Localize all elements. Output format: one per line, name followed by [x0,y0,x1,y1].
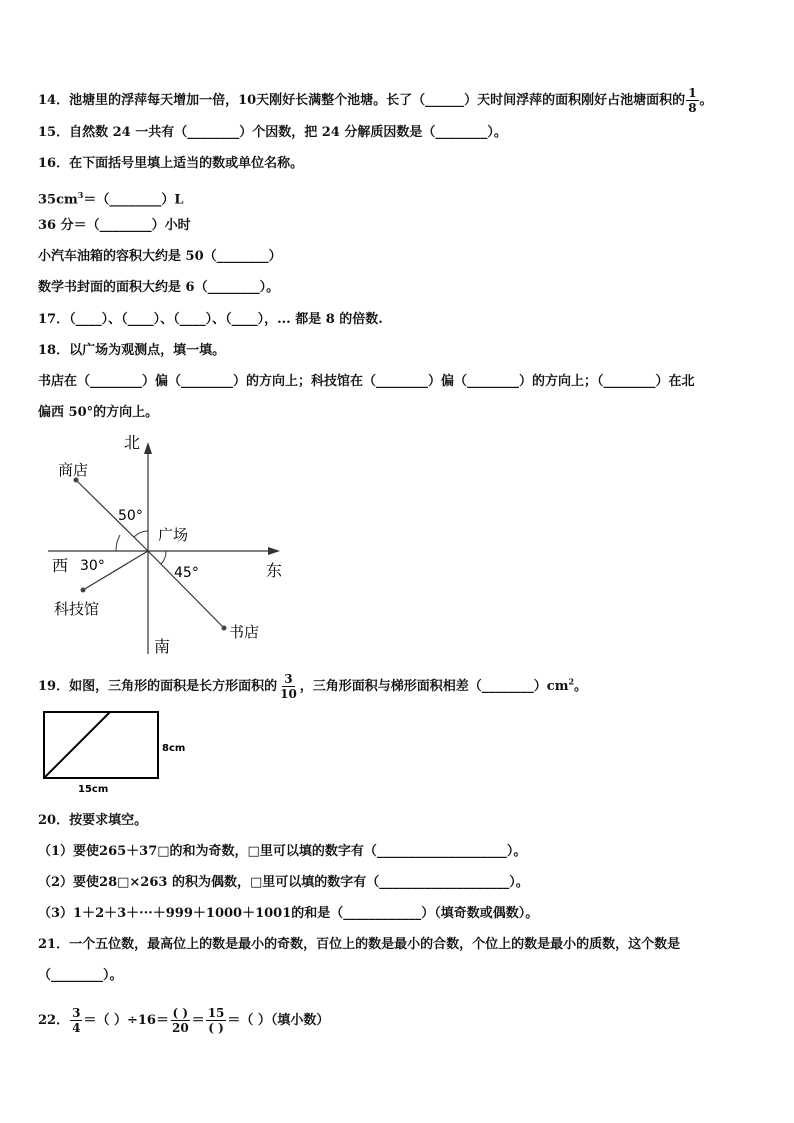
angle-label-45: 45° [174,565,199,581]
angle-label-30: 30° [80,558,105,574]
q19-frac-num: 3 [284,672,293,686]
store-label: 商店 [58,461,89,479]
question-20-part-1: （1）要使265＋37□的和为奇数，□里可以填的数字有（____________________）。 [38,844,527,859]
q14-text-end: 。 [699,93,713,108]
question-16-line-2: 36 分＝（________）小时 [38,218,191,233]
q22-fraction-2 [170,1006,191,1035]
q19-text-end: 。 [574,679,588,694]
q22-f2-den: 20 [171,1021,189,1035]
q22-f1-den: 4 [72,1021,81,1035]
angle-arc-45 [161,551,166,564]
height-label: 8cm [162,743,186,754]
question-14 [38,86,713,115]
q16-l1-rest: ＝（________）L [83,192,184,208]
west-label: 西 [52,556,69,575]
q19-text: 19．如图，三角形的面积是长方形面积的 [38,679,278,694]
south-label: 南 [154,637,171,656]
q14-fraction [686,86,698,115]
q22-mid: ＝（ ）÷16＝ [83,1013,169,1028]
book-point [222,626,227,631]
q22-f3-den: ( ) [208,1021,224,1035]
question-16-line-4: 数学书封面的面积大约是 6（________）。 [38,280,280,295]
direction-diagram [40,428,300,660]
tech-label: 科技馆 [54,600,100,618]
question-20-title: 20．按要求填空。 [38,813,148,828]
east-arrow-icon [268,547,280,555]
q22-eq: ＝ [191,1013,205,1028]
rectangle-diagram [40,706,200,798]
q22-fraction-1 [70,1006,82,1035]
question-16-line-3: 小汽车油箱的容积大约是 50（________） [38,249,282,264]
q22-fraction-3 [206,1006,227,1035]
width-label: 15cm [78,784,109,795]
rectangle-diagonal [44,712,110,778]
q19-fraction [278,672,299,701]
q16-l1-sup: 3 [77,190,84,200]
angle-arc-50 [134,531,148,537]
center-label: 广场 [158,526,189,544]
question-16-line-1 [38,186,184,209]
q22-f1-num: 3 [72,1006,81,1020]
book-ray [148,551,224,628]
question-18-line-1: 书店在（________）偏（________）的方向上；科技馆在（________）偏（________）的方向上；（________）在北 [38,374,695,389]
east-label: 东 [266,561,283,580]
q14-frac-num: 1 [688,86,697,100]
q14-text: 14．池塘里的浮萍每天增加一倍，10天刚好长满整个池塘。长了（______）天时间浮萍的面积刚好占池塘面积的 [38,93,686,108]
question-18-title: 18．以广场为观测点，填一填。 [38,343,226,358]
q22-f3-num: 15 [207,1006,225,1020]
question-16-title: 16．在下面括号里填上适当的数或单位名称。 [38,156,304,171]
q16-l1-value: 35cm [38,192,78,208]
question-22 [38,1006,329,1035]
question-19 [38,672,587,701]
question-17: 17．（____）、（____）、（____）、（____），... 都是 8 的倍数. [38,312,383,327]
q22-label: 22． [38,1013,70,1028]
north-arrow-icon [144,442,152,454]
north-label: 北 [123,433,140,452]
q14-frac-den: 8 [688,101,697,115]
angle-arc-30 [116,535,120,551]
question-21-line-2: （________）。 [38,968,123,983]
q22-f2-num: ( ) [172,1006,189,1020]
question-20-part-2: （2）要使28□×263 的积为偶数，□里可以填的数字有（____________________）。 [38,875,529,890]
q22-tail: ＝（ ）（填小数） [227,1013,330,1028]
question-20-part-3: （3）1＋2＋3＋···＋999＋1000＋1001的和是（____________）（填奇数或偶数）。 [38,906,539,921]
angle-label-50: 50° [118,508,143,524]
question-15: 15．自然数 24 一共有（________）个因数，把 24 分解质因数是（________）。 [38,125,507,140]
question-18-line-2: 偏西 50°的方向上。 [38,405,159,420]
question-21-line-1: 21．一个五位数，最高位上的数是最小的奇数，百位上的数是最小的合数，个位上的数是最小的质数，这个数是 [38,937,681,952]
book-label: 书店 [229,623,260,641]
tech-point [81,588,86,593]
q19-text-mid: ，三角形面积与梯形面积相差（________）cm [299,679,569,694]
q19-sup: 2 [568,676,575,687]
q19-frac-den: 10 [280,687,297,701]
